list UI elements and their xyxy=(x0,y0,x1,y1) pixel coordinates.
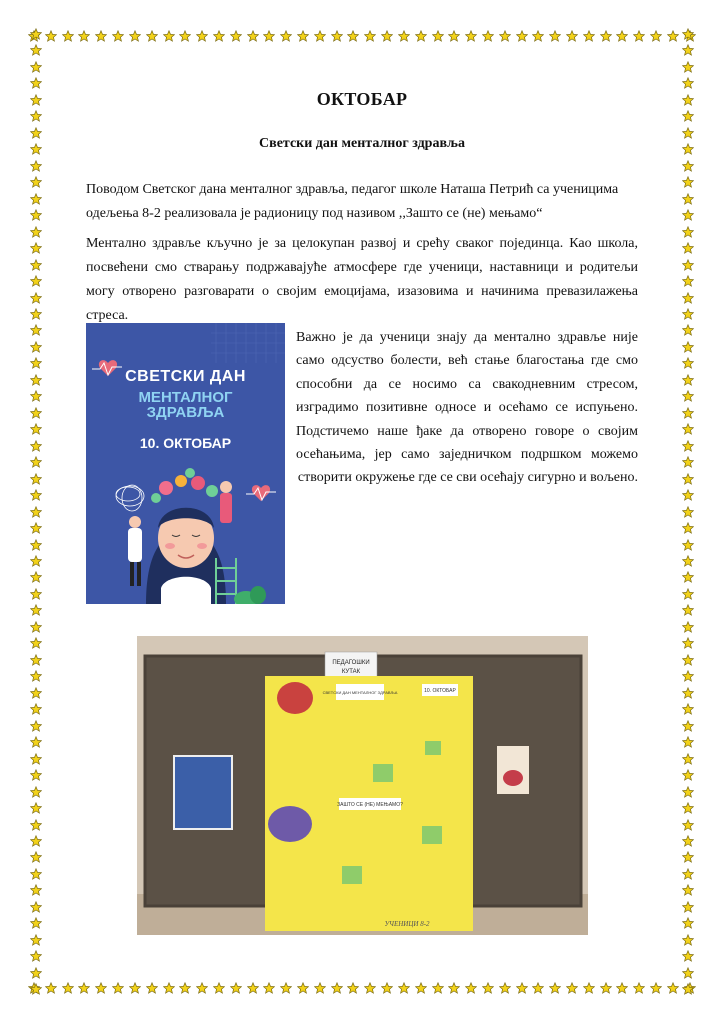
star-icon xyxy=(566,30,578,42)
star-icon xyxy=(682,604,694,616)
star-icon xyxy=(682,44,694,56)
star-icon xyxy=(682,555,694,567)
star-icon xyxy=(682,539,694,551)
star-icon xyxy=(682,77,694,89)
star-icon xyxy=(213,982,225,994)
star-icon xyxy=(682,588,694,600)
star-icon xyxy=(532,982,544,994)
star-icon xyxy=(30,110,42,122)
star-icon xyxy=(62,982,74,994)
star-icon xyxy=(30,637,42,649)
poster-date: 10. ОКТОБАР xyxy=(139,435,232,451)
star-icon xyxy=(30,423,42,435)
star-icon xyxy=(682,819,694,831)
star-icon xyxy=(30,934,42,946)
star-icon xyxy=(682,621,694,633)
star-icon xyxy=(297,30,309,42)
poster-line-2-3 xyxy=(86,390,285,420)
star-icon xyxy=(682,851,694,863)
star-icon xyxy=(45,982,57,994)
star-icon xyxy=(30,802,42,814)
star-icon xyxy=(682,901,694,913)
star-icon xyxy=(682,786,694,798)
sign-text-1: ПЕДАГОШКИ xyxy=(332,660,370,666)
star-icon xyxy=(682,950,694,962)
star-icon xyxy=(112,982,124,994)
star-icon xyxy=(30,308,42,320)
star-icon xyxy=(482,982,494,994)
star-icon xyxy=(30,324,42,336)
star-icon xyxy=(682,703,694,715)
star-icon xyxy=(499,982,511,994)
star-icon xyxy=(682,967,694,979)
poster-signature-text: УЧЕНИЦИ 8-2 xyxy=(384,920,430,928)
star-icon xyxy=(30,884,42,896)
star-icon xyxy=(448,982,460,994)
star-icon xyxy=(30,61,42,73)
poster-question-text: ЗАШТО СЕ (НЕ) МЕЊАМО? xyxy=(337,802,403,808)
star-icon xyxy=(682,835,694,847)
star-icon xyxy=(600,982,612,994)
star-icon xyxy=(30,769,42,781)
star-icon xyxy=(297,982,309,994)
star-icon xyxy=(682,868,694,880)
star-icon xyxy=(280,30,292,42)
star-icon xyxy=(682,423,694,435)
star-icon xyxy=(30,506,42,518)
star-icon xyxy=(30,522,42,534)
star-icon xyxy=(30,456,42,468)
star-icon xyxy=(30,703,42,715)
star-icon xyxy=(30,390,42,402)
star-icon xyxy=(196,982,208,994)
star-icon xyxy=(682,110,694,122)
star-icon xyxy=(30,670,42,682)
star-icon xyxy=(682,769,694,781)
star-icon xyxy=(682,917,694,929)
star-icon xyxy=(682,259,694,271)
star-icon xyxy=(30,555,42,567)
star-icon xyxy=(682,407,694,419)
star-icon xyxy=(448,30,460,42)
star-icon xyxy=(682,341,694,353)
star-icon xyxy=(549,982,561,994)
star-icon xyxy=(30,193,42,205)
star-icon xyxy=(30,489,42,501)
star-icon xyxy=(682,489,694,501)
star-icon xyxy=(30,835,42,847)
star-icon xyxy=(465,30,477,42)
star-icon xyxy=(30,539,42,551)
star-icon xyxy=(682,308,694,320)
mental-health-day-poster xyxy=(86,323,285,604)
star-icon xyxy=(682,390,694,402)
star-icon xyxy=(499,30,511,42)
star-icon xyxy=(30,819,42,831)
star-icon xyxy=(163,982,175,994)
star-icon xyxy=(682,884,694,896)
poster-line-2: МЕНТАЛНОГ xyxy=(138,389,233,406)
poster-line-3: ЗДРАВЉА xyxy=(146,404,225,421)
star-icon xyxy=(364,982,376,994)
star-icon xyxy=(667,982,679,994)
star-icon xyxy=(30,473,42,485)
star-icon xyxy=(30,753,42,765)
star-icon xyxy=(616,30,628,42)
star-icon xyxy=(196,30,208,42)
star-icon xyxy=(30,588,42,600)
star-icon xyxy=(465,982,477,994)
star-icon xyxy=(30,44,42,56)
star-border-top xyxy=(28,29,696,43)
star-icon xyxy=(331,30,343,42)
poster-illustration xyxy=(86,323,285,604)
star-icon xyxy=(78,30,90,42)
star-icon xyxy=(146,30,158,42)
star-icon xyxy=(682,983,694,995)
star-icon xyxy=(516,30,528,42)
star-icon xyxy=(682,802,694,814)
star-icon xyxy=(682,209,694,221)
star-icon xyxy=(30,374,42,386)
star-icon xyxy=(30,176,42,188)
star-icon xyxy=(682,934,694,946)
star-icon xyxy=(30,604,42,616)
star-icon xyxy=(682,275,694,287)
star-icon xyxy=(129,982,141,994)
star-icon xyxy=(682,242,694,254)
star-icon xyxy=(381,982,393,994)
star-icon xyxy=(263,982,275,994)
page-subtitle: Светски дан менталног здравља xyxy=(259,136,465,151)
star-icon xyxy=(30,851,42,863)
star-icon xyxy=(30,77,42,89)
star-icon xyxy=(398,982,410,994)
star-icon xyxy=(415,30,427,42)
star-icon xyxy=(30,440,42,452)
star-icon xyxy=(30,209,42,221)
star-icon xyxy=(682,357,694,369)
star-icon xyxy=(30,950,42,962)
star-icon xyxy=(179,30,191,42)
star-icon xyxy=(163,30,175,42)
poster-heading-text: СВЕТСКИ ДАН МЕНТАЛНОГ ЗДРАВЉА xyxy=(322,690,398,695)
star-icon xyxy=(682,176,694,188)
star-icon xyxy=(112,30,124,42)
star-icon xyxy=(314,30,326,42)
poster-date-text: 10. ОКТОБАР xyxy=(424,688,456,694)
star-border-right xyxy=(681,28,695,996)
star-icon xyxy=(213,30,225,42)
star-icon xyxy=(30,687,42,699)
star-icon xyxy=(230,982,242,994)
star-border-bottom xyxy=(28,981,696,995)
star-icon xyxy=(682,374,694,386)
star-icon xyxy=(30,901,42,913)
star-icon xyxy=(30,621,42,633)
star-icon xyxy=(45,30,57,42)
star-icon xyxy=(398,30,410,42)
star-icon xyxy=(682,753,694,765)
star-icon xyxy=(78,982,90,994)
star-icon xyxy=(364,30,376,42)
star-icon xyxy=(583,982,595,994)
star-icon xyxy=(583,30,595,42)
star-icon xyxy=(95,30,107,42)
star-icon xyxy=(516,982,528,994)
star-icon xyxy=(30,341,42,353)
star-icon xyxy=(247,30,259,42)
star-icon xyxy=(432,30,444,42)
body-paragraph: Ментално здравље кључно је за целокупан развој и срећу сваког појединца. Као школа, посвећени смо стварању подржавајуће атмосфере где ученици, наставници и родитељи могу отворено разговарати о својим емоцијама, изазовима и начинима превазилажења стреса. xyxy=(86,236,638,323)
star-icon xyxy=(347,982,359,994)
page-title: ОКТОБАР xyxy=(316,89,408,109)
star-icon xyxy=(682,292,694,304)
star-icon xyxy=(682,440,694,452)
star-icon xyxy=(682,226,694,238)
bulletin-board-photo xyxy=(137,636,588,935)
star-icon xyxy=(667,30,679,42)
star-icon xyxy=(682,654,694,666)
star-icon xyxy=(381,30,393,42)
star-icon xyxy=(314,982,326,994)
star-icon xyxy=(62,30,74,42)
star-icon xyxy=(347,30,359,42)
intro-paragraph: Поводом Светског дана менталног здравља, педагог школе Наташа Петрић са ученицима одељења 8-2 реализовала је радионицу под називом ,,Зашто се (не) мењамо“ xyxy=(86,182,619,221)
star-icon xyxy=(30,720,42,732)
star-icon xyxy=(682,720,694,732)
star-icon xyxy=(682,506,694,518)
star-icon xyxy=(682,456,694,468)
star-icon xyxy=(30,160,42,172)
star-icon xyxy=(30,654,42,666)
star-icon xyxy=(30,917,42,929)
star-icon xyxy=(30,292,42,304)
star-icon xyxy=(566,982,578,994)
star-icon xyxy=(95,982,107,994)
star-icon xyxy=(230,30,242,42)
star-icon xyxy=(682,571,694,583)
star-icon xyxy=(263,30,275,42)
star-icon xyxy=(415,982,427,994)
star-icon xyxy=(179,982,191,994)
star-icon xyxy=(30,736,42,748)
star-icon xyxy=(682,160,694,172)
star-icon xyxy=(650,982,662,994)
star-icon xyxy=(682,61,694,73)
bulletin-board-illustration xyxy=(137,636,588,935)
star-icon xyxy=(30,242,42,254)
star-icon xyxy=(30,275,42,287)
side-paragraph: Важно је да ученици знају да ментално здравље није само одсуство болести, већ стање благостања где смо способни да се носимо са свакодневним стресом, изградимо позитивне односе и осећамо се испуњено. Подстичемо наше ђаке да отворено говоре о својим осећањима, јер само заједничком подршком можемо створити окружење где се сви осећају сигурно и вољено. xyxy=(296,330,638,486)
star-icon xyxy=(682,687,694,699)
star-icon xyxy=(30,983,42,995)
star-icon xyxy=(682,324,694,336)
star-icon xyxy=(280,982,292,994)
star-icon xyxy=(482,30,494,42)
star-icon xyxy=(682,522,694,534)
star-icon xyxy=(129,30,141,42)
star-icon xyxy=(650,30,662,42)
star-icon xyxy=(549,30,561,42)
star-icon xyxy=(30,786,42,798)
star-icon xyxy=(682,670,694,682)
star-icon xyxy=(30,28,42,40)
star-icon xyxy=(682,637,694,649)
star-icon xyxy=(432,982,444,994)
star-border-left xyxy=(29,28,43,996)
star-icon xyxy=(247,982,259,994)
star-icon xyxy=(682,473,694,485)
star-icon xyxy=(331,982,343,994)
star-icon xyxy=(682,736,694,748)
star-icon xyxy=(30,967,42,979)
star-icon xyxy=(30,259,42,271)
star-icon xyxy=(532,30,544,42)
sign-text-2: КУТАК xyxy=(341,669,361,675)
star-icon xyxy=(30,226,42,238)
star-icon xyxy=(146,982,158,994)
star-icon xyxy=(633,982,645,994)
star-icon xyxy=(30,357,42,369)
star-icon xyxy=(30,868,42,880)
star-icon xyxy=(682,28,694,40)
star-icon xyxy=(633,30,645,42)
star-icon xyxy=(616,982,628,994)
star-icon xyxy=(30,407,42,419)
star-icon xyxy=(682,193,694,205)
star-icon xyxy=(30,571,42,583)
poster-line-1: СВЕТСКИ ДАН xyxy=(125,368,246,385)
star-icon xyxy=(600,30,612,42)
